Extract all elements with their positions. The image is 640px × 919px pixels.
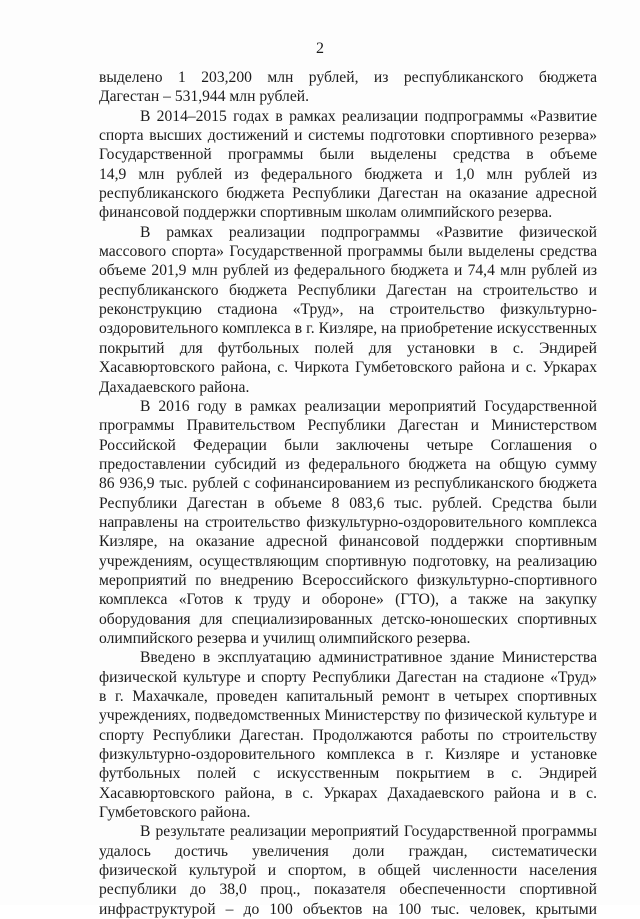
text-line: физкультурно-оздоровительного комплекса в г. Кизляре и установке [99,746,597,764]
text-line: учреждениях, подведомственных Министерству по физической культуре и [99,707,597,725]
text-line: выделено 1 203,200 млн рублей, из республиканского бюджета [99,69,597,86]
text-line: физической культурой и спортом, в общей численности населения [99,862,597,880]
text-line: оборудования для специализированных детско-юношеских спортивных [99,610,597,628]
paragraph [99,397,597,648]
document-body [99,68,597,919]
text-line: физической культуре и спорту Республики Дагестан на стадионе «Труд» [99,668,597,686]
text-line: футбольных полей с искусственным покрытием в с. Эндирей [99,765,597,783]
text-line: направлены на строительство физкультурно-оздоровительного комплекса [99,513,597,531]
text-line: В 2014–2015 годах в рамках реализации подпрограммы «Развитие [140,107,597,125]
text-line: программы Правительством Республики Дагестан и Министерством [99,417,597,435]
text-line: Российской Федерации были заключены четыре Соглашения о [99,436,597,454]
text-line: Республики Дагестан в объеме 8 083,6 тыс. рублей. Средства были [99,494,597,512]
text-line: Государственной программы были выделены средства в объеме [99,146,597,164]
text-line: В результате реализации мероприятий Государственной программы [140,823,597,841]
text-line: в г. Махачкале, проведен капитальный ремонт в четырех спортивных [99,688,597,705]
text-line: финансовой поддержки спортивным школам олимпийского резерва. [99,204,553,222]
page-number: 2 [316,40,324,57]
text-line: спорта высших достижений и системы подготовки спортивного резерва» [99,127,597,145]
text-line: 86 936,9 тыс. рублей с софинансированием из республиканского бюджета [99,475,597,493]
text-line: спорту Республики Дагестан. Продолжаются работы по строительству [99,726,597,744]
text-line: Введено в эксплуатацию административное здание Министерства [140,649,597,667]
text-line: республиканского бюджета Республики Дагестан на оказание адресной [99,185,597,203]
paragraph [99,223,597,397]
text-line: Дагестан – 531,944 млн рублей. [99,88,309,106]
text-line: предоставлении субсидий из федерального бюджета на общую сумму [99,455,597,473]
paragraph [99,648,597,822]
text-line: массового спорта» Государственной программы были выделены средства [99,243,597,261]
text-line: удалось достичь увеличения доли граждан, систематически [99,842,597,860]
text-line: олимпийского резерва и училищ олимпийского резерва. [99,629,471,647]
text-line: мероприятий по внедрению Всероссийского физкультурно-спортивного [99,571,597,589]
text-line: Дахадаевского района. [99,378,250,396]
text-line: Хасавюртовского района, в с. Уркарах Дахадаевского района и в с. [99,784,597,802]
text-line: республиканского бюджета Республики Дагестан на строительство и [99,281,597,299]
text-line: реконструкцию стадиона «Труд», на строительство физкультурно- [99,301,597,319]
text-line: инфраструктурой – до 100 объектов на 100 тыс. человек, крытыми [99,900,597,918]
text-line: республики до 38,0 проц., показателя обеспеченности спортивной [99,881,597,899]
text-line: покрытий для футбольных полей для установки в с. Эндирей [99,339,597,357]
text-line: Гумбетовского района. [99,804,251,822]
text-line: комплекса «Готов к труду и обороне» (ГТО), а также на закупку [99,591,597,609]
text-line: оздоровительного комплекса в г. Кизляре, на приобретение искусственных [99,320,597,338]
paragraph [99,107,597,223]
text-line: Кизляре, на оказание адресной финансовой поддержки спортивным [99,533,597,551]
text-line: учреждениям, осуществляющим спортивную подготовку, на реализацию [99,552,597,570]
text-line: В 2016 году в рамках реализации мероприятий Государственной [140,397,597,415]
text-line: 14,9 млн рублей из федерального бюджета и 1,0 млн рублей из [99,165,597,183]
text-line: объеме 201,9 млн рублей из федерального бюджета и 74,4 млн рублей из [99,262,597,280]
text-line: В рамках реализации подпрограммы «Развитие физической [140,223,597,241]
text-line: Хасавюртовского района, с. Чиркота Гумбетовского района и с. Уркарах [99,359,597,377]
paragraph [99,68,597,107]
